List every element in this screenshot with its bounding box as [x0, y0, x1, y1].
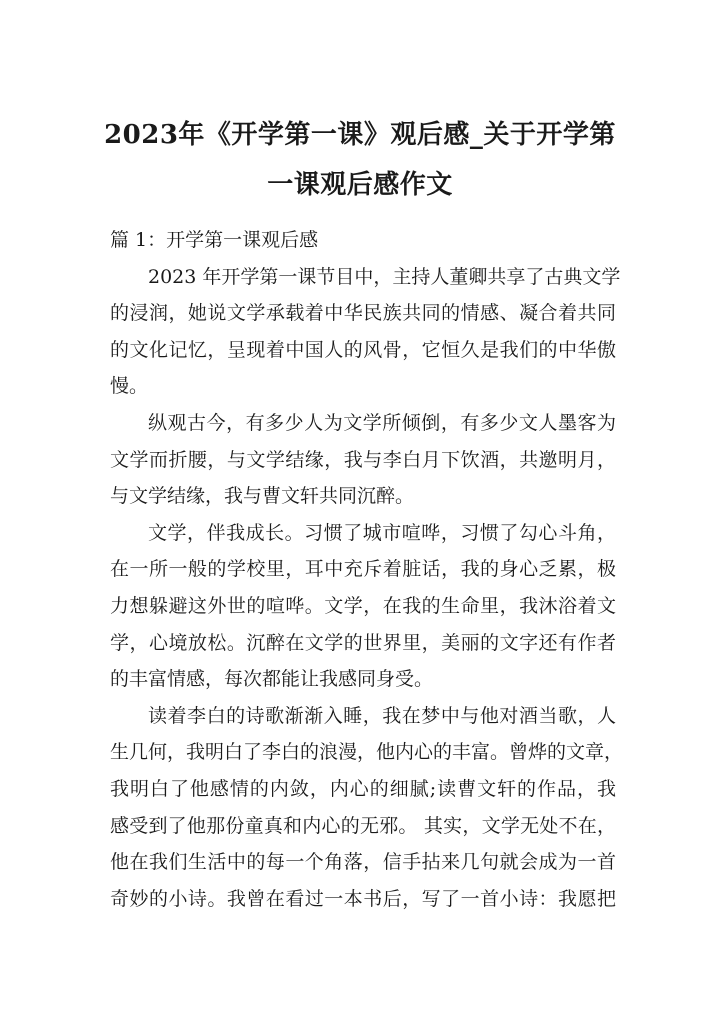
paragraph-line: 我明白了他感情的内敛，内心的细腻;读曹文轩的作品，我 — [110, 777, 616, 800]
paragraph-line: 与文学结缘，我与曹文轩共同沉醉。 — [110, 485, 415, 508]
title-line-2: 一课观后感作文 — [267, 170, 453, 200]
paragraph-line: 生几何，我明白了李白的浪漫，他内心的丰富。曾烨的文章， — [110, 741, 624, 764]
paragraph-line: 感受到了他那份童真和内心的无邪。 其实，文学无处不在， — [110, 814, 616, 837]
paragraph-line: 学，心境放松。沉醉在文学的世界里，美丽的文字还有作者 — [110, 631, 616, 654]
paragraph-3 — [110, 515, 616, 698]
paragraph-line: 读着李白的诗歌渐渐入睡，我在梦中与他对酒当歌，人 — [148, 704, 616, 727]
section-heading: 篇 1：开学第一课观后感 — [110, 229, 319, 251]
paragraph-line: 的浸润，她说文学承载着中华民族共同的情感、凝合着共同 — [110, 302, 616, 325]
paragraph-line: 2023 年开学第一课节目中，主持人董卿共享了古典文学 — [148, 265, 621, 288]
paragraph-4 — [110, 698, 624, 918]
paragraph-1 — [110, 259, 621, 405]
paragraph-line: 的丰富情感，每次都能让我感同身受。 — [110, 668, 434, 691]
paragraph-line: 文学，伴我成长。习惯了城市喧哗，习惯了勾心斗角， — [148, 521, 616, 544]
paragraph-line: 在一所一般的学校里，耳中充斥着脏话，我的身心乏累，极 — [110, 558, 616, 581]
paragraph-line: 文学而折腰，与文学结缘，我与李白月下饮酒，共邀明月， — [110, 448, 616, 471]
paragraph-line: 慢。 — [110, 375, 149, 398]
paragraph-2 — [110, 405, 616, 515]
document-body — [110, 222, 624, 917]
paragraph-line: 他在我们生活中的每一个角落，信手拈来几句就会成为一首 — [110, 851, 616, 874]
paragraph-line: 纵观古今，有多少人为文学所倾倒，有多少文人墨客为 — [148, 411, 616, 434]
paragraph-line: 的文化记忆，呈现着中国人的风骨，它恒久是我们的中华傲 — [110, 338, 616, 361]
paragraph-line: 力想躲避这外世的喧哗。文学，在我的生命里，我沐浴着文 — [110, 594, 616, 617]
title-line-1: 2023年《开学第一课》观后感_关于开学第 — [104, 120, 616, 150]
document-title — [100, 110, 620, 210]
paragraph-line: 奇妙的小诗。我曾在看过一本书后，写了一首小诗：我愿把 — [110, 887, 616, 910]
